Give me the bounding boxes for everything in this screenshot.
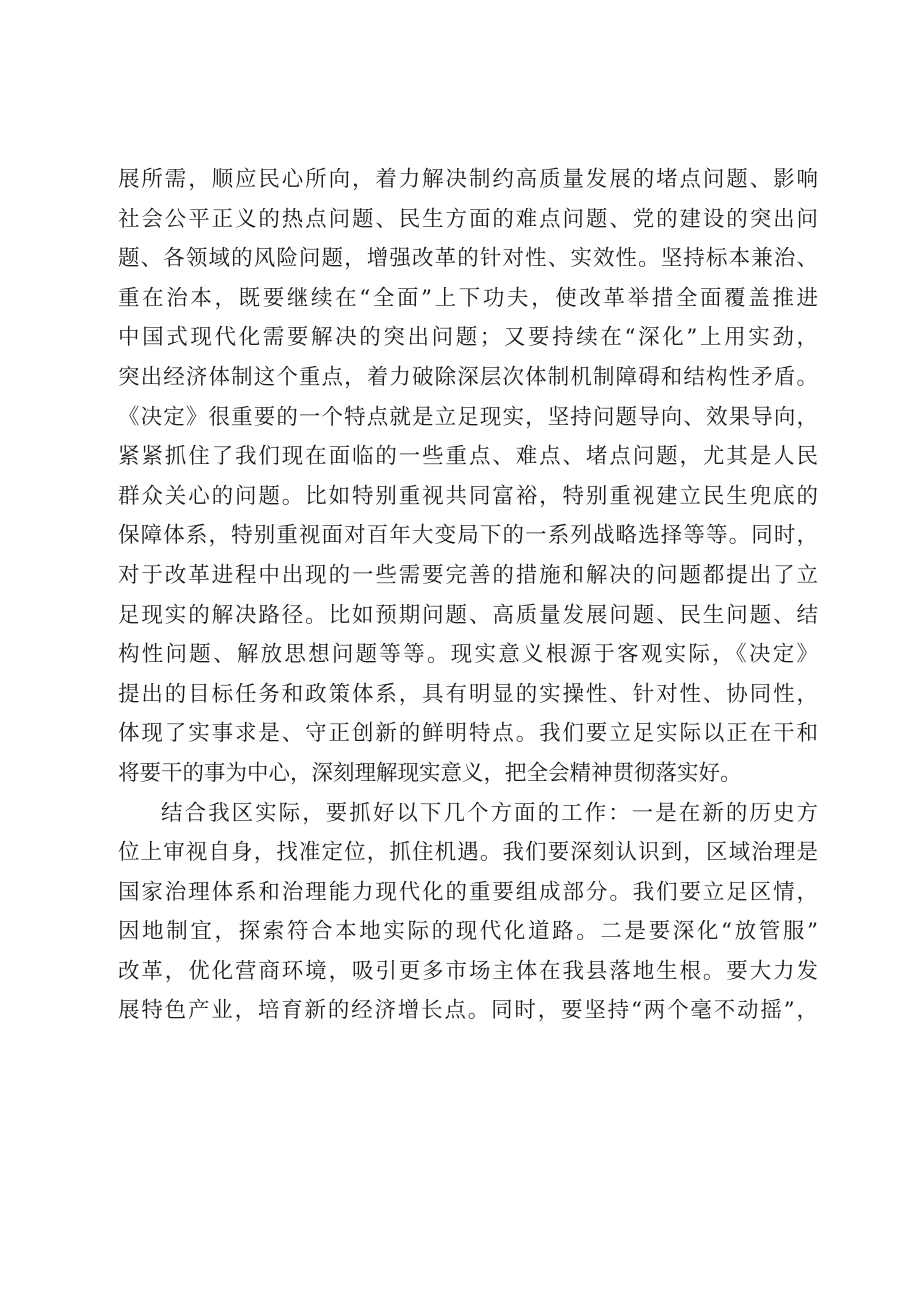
document-body xyxy=(118,160,818,1031)
text-line: 结合我区实际，要抓好以下几个方面的工作：一是在新的历史方 xyxy=(161,800,818,826)
text-line: 构性问题、解放思想问题等等。现实意义根源于客观实际，《决定》 xyxy=(118,642,818,668)
text-line: 社会公平正义的热点问题、民生方面的难点问题、党的建设的突出问 xyxy=(118,206,818,232)
text-line: 重在治本，既要继续在“全面”上下功夫，使改革举措全面覆盖推进 xyxy=(118,285,818,311)
paragraph-1 xyxy=(118,160,818,794)
text-line: 群众关心的问题。比如特别重视共同富裕，特别重视建立民生兜底的 xyxy=(118,483,818,509)
text-line: 保障体系，特别重视面对百年大变局下的一系列战略选择等等。同时， xyxy=(118,523,818,549)
text-line: 提出的目标任务和政策体系，具有明显的实操性、针对性、协同性， xyxy=(118,681,818,707)
text-line: 中国式现代化需要解决的突出问题；又要持续在“深化”上用实劲， xyxy=(118,325,818,351)
text-line: 改革，优化营商环境，吸引更多市场主体在我县落地生根。要大力发 xyxy=(118,958,818,984)
text-line: 将要干的事为中心，深刻理解现实意义，把全会精神贯彻落实好。 xyxy=(118,760,742,786)
paragraph-2 xyxy=(118,794,818,1032)
text-line: 足现实的解决路径。比如预期问题、高质量发展问题、民生问题、结 xyxy=(118,602,818,628)
text-line: 《决定》很重要的一个特点就是立足现实，坚持问题导向、效果导向， xyxy=(118,404,818,430)
text-line: 对于改革进程中出现的一些需要完善的措施和解决的问题都提出了立 xyxy=(118,562,818,588)
text-line: 紧紧抓住了我们现在面临的一些重点、难点、堵点问题，尤其是人民 xyxy=(118,444,818,470)
text-line: 题、各领域的风险问题，增强改革的针对性、实效性。坚持标本兼治、 xyxy=(118,246,818,272)
text-line: 展特色产业，培育新的经济增长点。同时，要坚持“两个毫不动摇”， xyxy=(118,998,818,1024)
text-line: 因地制宜，探索符合本地实际的现代化道路。二是要深化“放管服” xyxy=(118,919,818,945)
text-line: 位上审视自身，找准定位，抓住机遇。我们要深刻认识到，区域治理是 xyxy=(118,840,818,866)
text-line: 国家治理体系和治理能力现代化的重要组成部分。我们要立足区情， xyxy=(118,879,818,905)
text-line: 突出经济体制这个重点，着力破除深层次体制机制障碍和结构性矛盾。 xyxy=(118,364,818,390)
text-line: 展所需，顺应民心所向，着力解决制约高质量发展的堵点问题、影响 xyxy=(118,167,818,192)
text-line: 体现了实事求是、守正创新的鲜明特点。我们要立足实际以正在干和 xyxy=(118,721,818,747)
